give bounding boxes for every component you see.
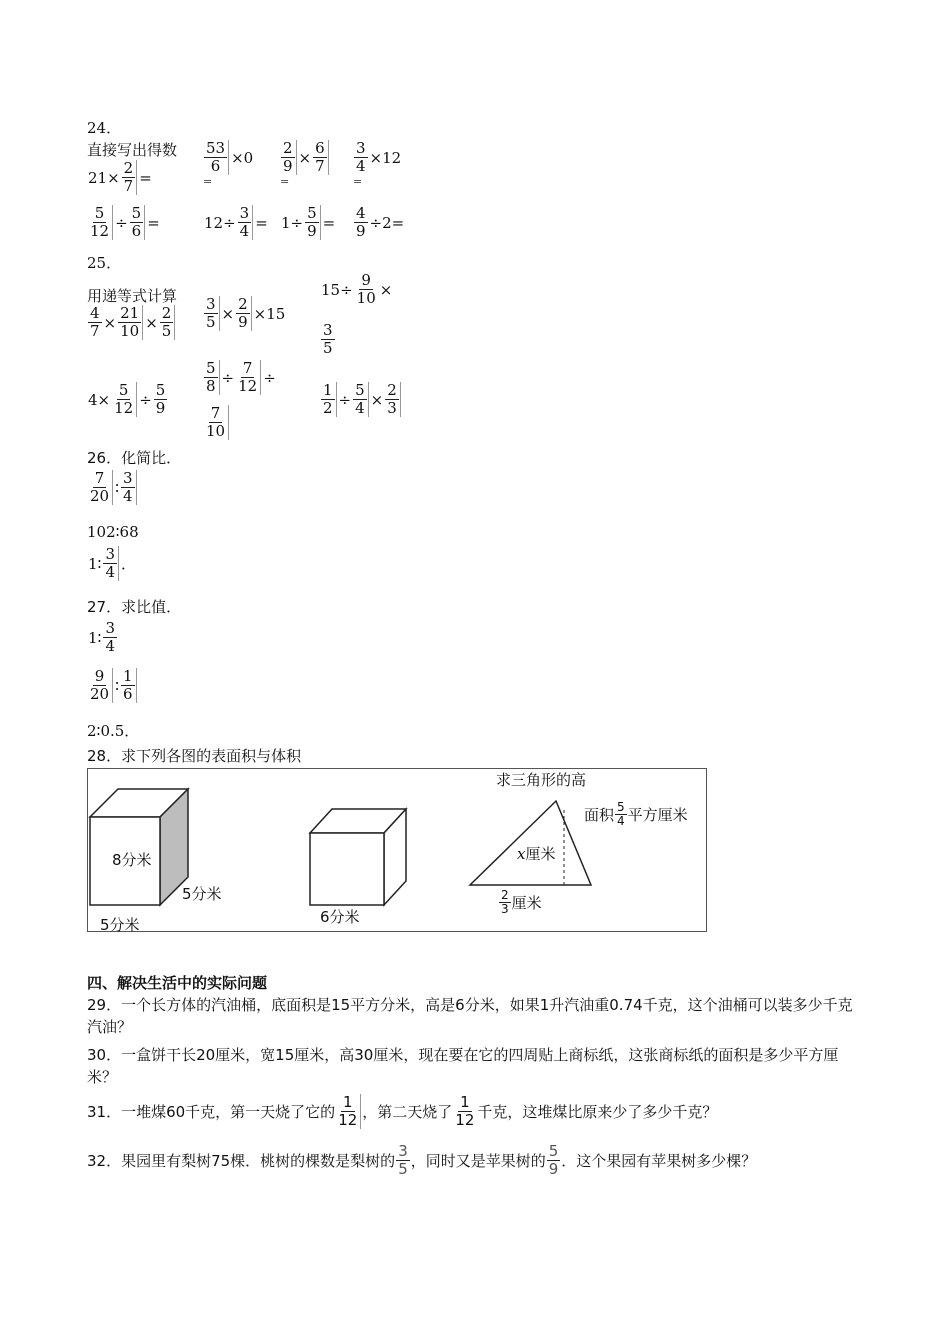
q27-e1-prefix: 1∶ [88,628,102,647]
numerator: 5 [131,204,142,222]
q25-e6-fraction-3 [385,382,401,417]
q25-e3-fraction-1 [355,272,378,307]
numerator: 2 [501,888,509,902]
triangle-height-unit: 厘米 [525,845,556,863]
numerator: 3 [105,545,115,563]
cuboid-depth-label: 5分米 [182,885,222,903]
denominator: 4 [105,637,115,655]
numerator: 5 [617,800,625,814]
q24-e6-equals: = [255,213,268,232]
q24-expr-8 [353,205,405,240]
q25-e5-fraction-2 [236,360,261,395]
q24-e8-suffix: ÷2= [369,213,405,232]
denominator: 7 [123,177,134,195]
denominator: 9 [548,1160,559,1178]
denominator: 6 [123,685,133,703]
numerator: 53 [206,139,226,157]
q25-e1-operator-2: × [145,313,158,332]
q25-e6-fraction-1 [321,382,337,417]
q25-e3-operator: × [379,280,393,299]
q28-figure-panel [87,768,707,932]
numerator: 1 [460,1093,470,1111]
q25-e5-fraction-3 [204,405,229,440]
numerator: 2 [238,295,248,313]
q26-expr-1 [87,470,138,505]
denominator: 4 [105,563,115,581]
q26-title: 26．化简比． [87,449,182,467]
q26-e1-colon: ∶ [115,478,119,497]
numerator: 2 [123,159,134,177]
q27-e1-fraction [103,620,117,655]
denominator: 5 [398,1160,408,1178]
denominator: 4 [123,487,133,505]
q31-part-1: 31．一堆煤60千克，第一天烧了它的 [87,1102,336,1121]
denominator: 12 [90,222,110,240]
q25-expr-5-line-1 [203,360,277,395]
q24-e2-fraction [204,140,229,175]
numerator: 3 [239,204,250,222]
triangle-area-suffix: 平方厘米 [627,806,688,824]
numerator: 9 [361,271,371,289]
numerator: 1 [342,1093,353,1111]
q24-e4-suffix: ×12 [369,148,402,167]
q25-e5-operator-1: ÷ [221,368,235,387]
denominator: 4 [356,157,366,175]
q26-e3-end: ． [121,555,137,573]
cuboid-height-label: 8分米 [112,851,152,869]
numerator: 2 [387,381,397,399]
q25-e4-operator: ÷ [139,390,152,409]
numerator: 2 [161,304,172,322]
q25-e5-fraction-1 [204,360,220,395]
q27-expr-2 [87,668,138,703]
q27-e2-colon: ∶ [115,676,119,695]
triangle-base-label [498,889,542,916]
denominator: 2 [323,399,333,417]
cuboid-width-label: 5分米 [100,916,140,934]
q25-e3-prefix: 15÷ [321,280,353,299]
q26-e1-fraction-2 [121,470,137,505]
q24-e1-fraction [122,160,138,195]
q24-e7-prefix: 1÷ [281,213,304,232]
q32-part-3: ．这个果园有苹果树多少棵？ [561,1151,757,1170]
q31-fraction-1 [336,1094,361,1129]
numerator: 5 [206,359,216,377]
q31-part-2: ，第二天烧了 [362,1102,453,1121]
q32-line [87,1143,756,1178]
q27-title: 27．求比值． [87,598,182,616]
denominator: 9 [283,157,293,175]
numerator: 5 [307,204,317,222]
numerator: 7 [210,404,221,422]
q27-expr-1 [87,620,118,655]
q25-e1-fraction-1 [88,305,102,340]
denominator: 6 [210,157,221,175]
denominator: 10 [120,322,140,340]
triangle-base-fraction [499,889,511,916]
denominator: 5 [206,313,216,331]
cuboid-figure [90,789,188,905]
denominator: 10 [356,289,376,307]
numerator: 5 [94,204,105,222]
triangle-height-variable: x [517,844,526,863]
q25-expr-3-line-2 [320,322,336,357]
q24-expr-3 [280,140,330,188]
denominator: 9 [307,222,317,240]
q25-e1-operator-1: × [103,313,117,332]
q28-title: 28．求下列各图的表面积与体积 [87,747,302,765]
q32-part-2: ，同时又是苹果树的 [410,1151,546,1170]
denominator: 7 [315,157,325,175]
q24-e4-equals: = [353,175,363,188]
denominator: 12 [455,1111,475,1129]
q24-expr-7 [280,205,336,240]
q24-number: 24． [87,119,122,137]
numerator: 3 [398,1142,408,1160]
numerator: 7 [94,469,105,487]
numerator: 1 [123,667,133,685]
numerator: 9 [94,667,105,685]
denominator: 3 [501,902,509,916]
q25-title: 用递等式计算 [87,287,178,305]
denominator: 4 [617,814,625,828]
q26-e3-fraction [103,546,119,581]
q25-e2-operator: × [221,304,235,323]
denominator: 6 [131,222,142,240]
denominator: 20 [90,487,110,505]
q24-e2-suffix: ×0 [231,148,254,167]
denominator: 5 [323,339,333,357]
q24-e5-fraction-1 [88,205,113,240]
q25-e6-operator-1: ÷ [338,390,352,409]
triangle-area-label [584,801,688,828]
q25-e4-prefix: 4× [88,390,111,409]
q25-e2-fraction-1 [204,296,220,331]
q25-expr-2 [203,296,286,331]
q24-e3-equals: = [280,175,290,188]
numerator: 6 [315,139,325,157]
q25-expr-4 [87,382,168,417]
q28-figures-svg [88,769,706,931]
q25-expr-6 [320,382,402,417]
numerator: 3 [323,321,333,339]
q25-e6-operator-2: × [370,390,384,409]
q30-text: 30．一盒饼干长20厘米，宽15厘米，高30厘米，现在要在它的四周贴上商标纸，这张商标纸的面积是多少平方厘米？ [87,1046,839,1086]
numerator: 3 [356,139,366,157]
q24-expr-5 [87,205,161,240]
q31-line [87,1094,717,1129]
denominator: 9 [238,313,248,331]
numerator: 3 [206,295,216,313]
q24-e7-fraction [305,205,321,240]
denominator: 7 [90,322,100,340]
q24-e5-operator: ÷ [115,213,128,232]
cube-edge-label: 6分米 [320,908,360,926]
q25-e2-suffix: ×15 [253,304,286,323]
q24-e5-equals: = [147,213,160,232]
denominator: 12 [238,377,258,395]
denominator: 12 [114,399,134,417]
q24-e6-prefix: 12÷ [204,213,236,232]
q26-expr-3 [87,546,137,581]
numerator: 5 [118,381,129,399]
q24-e5-fraction-2 [130,205,146,240]
q24-e1-prefix: 21× [88,168,120,187]
q24-e3-operator: × [298,148,312,167]
q31-fraction-2 [453,1094,476,1129]
q24-expr-2 [203,140,254,188]
q26-e3-prefix: 1∶ [88,554,102,573]
q25-number: 25． [87,254,122,272]
denominator: 10 [206,422,226,440]
triangle-height-label [517,843,555,864]
numerator: 4 [90,304,100,322]
q24-e3-fraction-2 [313,140,329,175]
q31-part-3: 千克，这堆煤比原来少了多少千克？ [477,1102,718,1121]
numerator: 7 [242,359,253,377]
denominator: 5 [161,322,172,340]
denominator: 9 [155,399,166,417]
cube-front-face [310,833,384,905]
triangle-title: 求三角形的高 [496,771,587,789]
numerator: 3 [105,619,115,637]
numerator: 1 [323,381,333,399]
q24-title: 直接写出得数 [87,141,178,159]
q32-part-1: 32．果园里有梨树75棵．桃树的棵数是梨树的 [87,1151,396,1170]
q25-e4-fraction-2 [154,382,168,417]
q24-e2-equals: = [203,175,213,188]
q25-e1-fraction-2 [118,305,143,340]
denominator: 4 [355,399,365,417]
q24-expr-4 [353,140,402,188]
triangle-area-prefix: 面积 [584,806,615,824]
denominator: 20 [90,685,110,703]
q27-expr-3: 2∶0.5． [87,722,140,740]
q24-e8-fraction [354,205,368,240]
q27-e2-fraction-2 [121,668,137,703]
q25-e6-fraction-2 [353,382,369,417]
denominator: 9 [356,222,366,240]
q25-e3-fraction-2 [321,322,335,357]
q25-e1-fraction-3 [160,305,176,340]
numerator: 21 [120,304,140,322]
q24-expr-6 [203,205,269,240]
q24-e7-equals: = [322,213,336,232]
q25-expr-5-line-2 [203,405,230,440]
q32-fraction-2 [547,1143,561,1178]
q25-expr-3-line-1 [320,272,393,307]
q29-text: 29．一个长方体的汽油桶，底面积是15平方分米，高是6分米，如果1升汽油重0.74千克，这个油桶可以装多少千克汽油？ [87,996,853,1036]
numerator: 2 [283,139,293,157]
q25-expr-1 [87,305,176,340]
triangle-base-unit: 厘米 [511,894,542,912]
q24-e4-fraction [354,140,368,175]
q26-expr-2: 102∶68 [87,523,139,541]
q25-e5-operator-2: ÷ [263,368,276,387]
denominator: 3 [387,399,397,417]
cube-figure [310,809,406,905]
denominator: 4 [239,222,250,240]
q26-e1-fraction-1 [88,470,113,505]
q24-e6-fraction [238,205,254,240]
q25-e4-fraction-1 [112,382,137,417]
numerator: 3 [123,469,133,487]
q27-e2-fraction-1 [88,668,113,703]
numerator: 4 [356,204,366,222]
q24-e1-equals: = [139,168,152,187]
q32-fraction-1 [396,1143,410,1178]
q24-e3-fraction-1 [281,140,297,175]
numerator: 5 [155,381,166,399]
numerator: 5 [548,1142,559,1160]
denominator: 12 [338,1111,358,1129]
denominator: 8 [206,377,216,395]
numerator: 5 [355,381,365,399]
section-4-title: 四、解决生活中的实际问题 [87,974,268,992]
triangle-area-fraction [615,801,627,828]
q24-expr-1 [87,160,153,195]
q25-e2-fraction-2 [236,296,252,331]
